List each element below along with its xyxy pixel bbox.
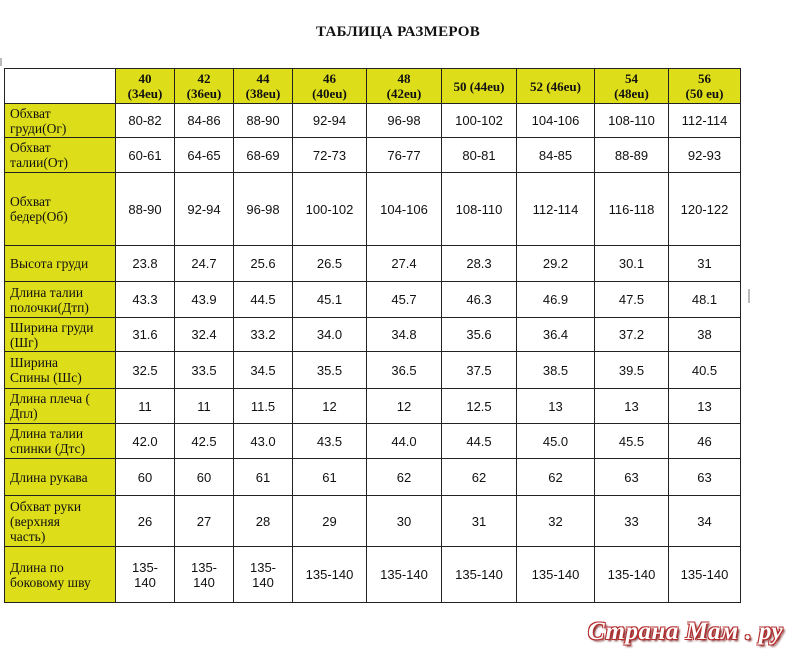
table-cell: 46 — [669, 424, 741, 459]
cell-text: 42 — [197, 71, 211, 86]
table-cell: 108-110 — [442, 173, 517, 246]
measurement-label — [5, 104, 116, 138]
table-cell: 13 — [517, 389, 595, 424]
measurement-label — [5, 138, 116, 173]
table-cell: 43.3 — [116, 282, 175, 318]
table-cell: 13 — [669, 389, 741, 424]
cell-text: 140 — [193, 574, 215, 590]
table-cell: 25.6 — [234, 246, 293, 282]
table-cell: 33.5 — [175, 352, 234, 389]
table-cell — [116, 547, 175, 603]
cell-text: часть) — [10, 528, 46, 544]
table-cell: 80-82 — [116, 104, 175, 138]
table-cell: 120-122 — [669, 173, 741, 246]
table-cell: 108-110 — [595, 104, 669, 138]
table-cell: 76-77 — [367, 138, 442, 173]
table-cell: 38.5 — [517, 352, 595, 389]
table-cell: 45.1 — [293, 282, 367, 318]
size-column-header — [293, 69, 367, 104]
page-title: ТАБЛИЦА РАЗМЕРОВ — [315, 24, 481, 40]
cell-text: Длина плеча ( — [10, 391, 91, 406]
table-cell: 37.5 — [442, 352, 517, 389]
table-cell: 44.5 — [442, 424, 517, 459]
table-cell — [517, 547, 595, 603]
cell-text: 56 — [698, 71, 711, 86]
table-cell: 43.9 — [175, 282, 234, 318]
size-column-header — [116, 69, 175, 104]
table-cell: 13 — [595, 389, 669, 424]
cell-text: 135-140 — [305, 567, 354, 582]
table-cell: 100-102 — [442, 104, 517, 138]
table-cell: 43.0 — [234, 424, 293, 459]
table-cell: 32.4 — [175, 318, 234, 352]
cell-text: Спины (Шс) — [10, 370, 82, 385]
cell-text: 54 — [625, 71, 638, 86]
table-cell: 46.9 — [517, 282, 595, 318]
table-cell: 61 — [234, 459, 293, 496]
cell-text: 52 (46eu) — [530, 78, 581, 94]
table-cell: 60 — [116, 459, 175, 496]
table-cell: 11 — [116, 389, 175, 424]
table-cell: 28.3 — [442, 246, 517, 282]
table-cell: 116-118 — [595, 173, 669, 246]
measurement-label — [5, 424, 116, 459]
table-cell: 112-114 — [669, 104, 741, 138]
cell-text: полочки(Дтп) — [10, 299, 89, 315]
table-cell: 62 — [517, 459, 595, 496]
cell-text: (верхняя — [10, 513, 60, 529]
measurement-label — [5, 282, 116, 318]
table-cell: 104-106 — [517, 104, 595, 138]
table-cell: 92-93 — [669, 138, 741, 173]
cell-text: груди(Ог) — [10, 120, 67, 136]
cell-text: 135-140 — [531, 567, 580, 582]
table-cell: 63 — [669, 459, 741, 496]
table-cell: 35.5 — [293, 352, 367, 389]
size-column-header — [669, 69, 741, 104]
table-cell: 11.5 — [234, 389, 293, 424]
table-cell — [234, 547, 293, 603]
cell-text: Длина талии — [10, 426, 84, 441]
cell-text: 140 — [252, 574, 274, 590]
measurement-label — [5, 496, 116, 547]
table-cell: 23.8 — [116, 246, 175, 282]
table-cell — [175, 547, 234, 603]
cell-text: (36eu) — [186, 86, 222, 101]
cell-text: спинки (Дтс) — [10, 441, 86, 456]
table-cell: 46.3 — [442, 282, 517, 318]
size-column-header — [595, 69, 669, 104]
table-cell: 104-106 — [367, 173, 442, 246]
table-row — [5, 282, 741, 318]
table-cell: 44.0 — [367, 424, 442, 459]
cell-text: (50 eu) — [685, 86, 724, 101]
size-column-header — [234, 69, 293, 104]
cell-text: Обхват — [10, 105, 51, 121]
measurement-label — [5, 389, 116, 424]
table-cell: 92-94 — [293, 104, 367, 138]
cell-text: (42eu) — [386, 86, 422, 101]
table-cell: 12 — [367, 389, 442, 424]
table-row — [5, 173, 741, 246]
page-margin-mark — [0, 58, 2, 66]
table-cell: 12 — [293, 389, 367, 424]
table-cell: 100-102 — [293, 173, 367, 246]
table-cell: 80-81 — [442, 138, 517, 173]
table-cell: 34 — [669, 496, 741, 547]
table-row — [5, 547, 741, 603]
page-margin-mark-right — [748, 289, 750, 303]
table-cell: 31.6 — [116, 318, 175, 352]
table-cell: 42.5 — [175, 424, 234, 459]
table-cell: 88-90 — [234, 104, 293, 138]
table-cell: 34.0 — [293, 318, 367, 352]
table-row — [5, 389, 741, 424]
table-cell: 45.5 — [595, 424, 669, 459]
header-row — [5, 69, 741, 104]
cell-text: Обхват руки — [10, 498, 82, 514]
cell-text: 135- — [131, 559, 159, 575]
table-cell — [595, 547, 669, 603]
cell-text: 135-140 — [380, 567, 428, 582]
table-cell: 27.4 — [367, 246, 442, 282]
measurement-label — [5, 352, 116, 389]
table-cell: 39.5 — [595, 352, 669, 389]
cell-text: Дпл) — [10, 406, 38, 421]
table-cell: 62 — [367, 459, 442, 496]
table-cell: 34.5 — [234, 352, 293, 389]
table-cell: 29.2 — [517, 246, 595, 282]
cell-text: (38eu) — [245, 86, 281, 101]
cell-text: Длина рукава — [10, 469, 88, 485]
table-row — [5, 352, 741, 389]
table-cell — [669, 547, 741, 603]
table-row — [5, 459, 741, 496]
table-cell: 88-90 — [116, 173, 175, 246]
table-cell: 96-98 — [367, 104, 442, 138]
cell-text: бедер(Об) — [10, 209, 68, 224]
measurement-label — [5, 246, 116, 282]
cell-text: 44 — [256, 71, 270, 86]
cell-text: Длина по — [10, 559, 64, 575]
table-cell: 38 — [669, 318, 741, 352]
cell-text: Высота груди — [10, 256, 89, 271]
cell-text: 135-140 — [680, 567, 729, 582]
table-cell: 84-85 — [517, 138, 595, 173]
table-row — [5, 424, 741, 459]
table-row — [5, 318, 741, 352]
table-cell: 60 — [175, 459, 234, 496]
cell-text: 135- — [190, 559, 218, 575]
size-column-header — [517, 69, 595, 104]
cell-text: Обхват — [10, 194, 51, 209]
table-cell: 32.5 — [116, 352, 175, 389]
table-cell: 84-86 — [175, 104, 234, 138]
table-row — [5, 246, 741, 282]
cell-text: 135- — [249, 559, 277, 575]
table-cell: 47.5 — [595, 282, 669, 318]
table-cell: 45.7 — [367, 282, 442, 318]
table-cell: 24.7 — [175, 246, 234, 282]
size-column-header — [442, 69, 517, 104]
table-cell: 88-89 — [595, 138, 669, 173]
measurement-label — [5, 459, 116, 496]
table-cell: 43.5 — [293, 424, 367, 459]
table-cell: 45.0 — [517, 424, 595, 459]
table-cell: 31 — [442, 496, 517, 547]
size-table — [4, 68, 741, 603]
table-cell: 96-98 — [234, 173, 293, 246]
cell-text: 40 — [138, 71, 152, 86]
table-cell: 63 — [595, 459, 669, 496]
cell-text: Ширина — [10, 355, 59, 370]
table-cell: 37.2 — [595, 318, 669, 352]
table-row — [5, 104, 741, 138]
cell-text: (48eu) — [614, 86, 649, 101]
table-cell: 33 — [595, 496, 669, 547]
table-cell: 72-73 — [293, 138, 367, 173]
table-cell: 92-94 — [175, 173, 234, 246]
cell-text: талии(От) — [10, 155, 69, 170]
cell-text: 135-140 — [607, 567, 656, 582]
table-cell: 12.5 — [442, 389, 517, 424]
table-cell — [367, 547, 442, 603]
watermark-logo: Страна Мам . ру — [588, 618, 784, 645]
cell-text: 48 — [397, 71, 411, 86]
table-cell: 112-114 — [517, 173, 595, 246]
table-cell: 32 — [517, 496, 595, 547]
table-cell: 36.4 — [517, 318, 595, 352]
cell-text: 50 (44eu) — [453, 78, 505, 94]
table-cell: 40.5 — [669, 352, 741, 389]
table-cell: 36.5 — [367, 352, 442, 389]
cell-text: 140 — [134, 574, 156, 590]
table-cell: 44.5 — [234, 282, 293, 318]
cell-text: (34eu) — [127, 86, 163, 101]
table-cell: 30.1 — [595, 246, 669, 282]
table-cell: 27 — [175, 496, 234, 547]
cell-text: Ширина груди — [10, 319, 94, 335]
table-cell: 30 — [367, 496, 442, 547]
cell-text: (Шг) — [10, 334, 39, 350]
measurement-label — [5, 547, 116, 603]
table-cell — [293, 547, 367, 603]
table-cell: 35.6 — [442, 318, 517, 352]
table-cell: 48.1 — [669, 282, 741, 318]
cell-text: Длина талии — [10, 284, 84, 300]
table-cell — [442, 547, 517, 603]
table-cell: 42.0 — [116, 424, 175, 459]
cell-text: Обхват — [10, 140, 51, 155]
table-row — [5, 496, 741, 547]
table-cell: 11 — [175, 389, 234, 424]
table-cell: 31 — [669, 246, 741, 282]
size-column-header — [175, 69, 234, 104]
measurement-label — [5, 173, 116, 246]
table-cell: 33.2 — [234, 318, 293, 352]
table-cell: 28 — [234, 496, 293, 547]
table-cell: 29 — [293, 496, 367, 547]
table-cell: 64-65 — [175, 138, 234, 173]
table-cell: 68-69 — [234, 138, 293, 173]
table-cell: 61 — [293, 459, 367, 496]
table-cell: 26 — [116, 496, 175, 547]
table-cell: 26.5 — [293, 246, 367, 282]
size-column-header — [367, 69, 442, 104]
cell-text: боковому шву — [10, 574, 91, 590]
table-row — [5, 138, 741, 173]
table-cell: 60-61 — [116, 138, 175, 173]
cell-text: 135-140 — [455, 567, 503, 582]
measurement-label — [5, 318, 116, 352]
table-cell: 34.8 — [367, 318, 442, 352]
corner-cell — [5, 69, 116, 104]
table-cell: 62 — [442, 459, 517, 496]
cell-text: 46 — [323, 71, 336, 86]
cell-text: (40eu) — [312, 86, 347, 101]
